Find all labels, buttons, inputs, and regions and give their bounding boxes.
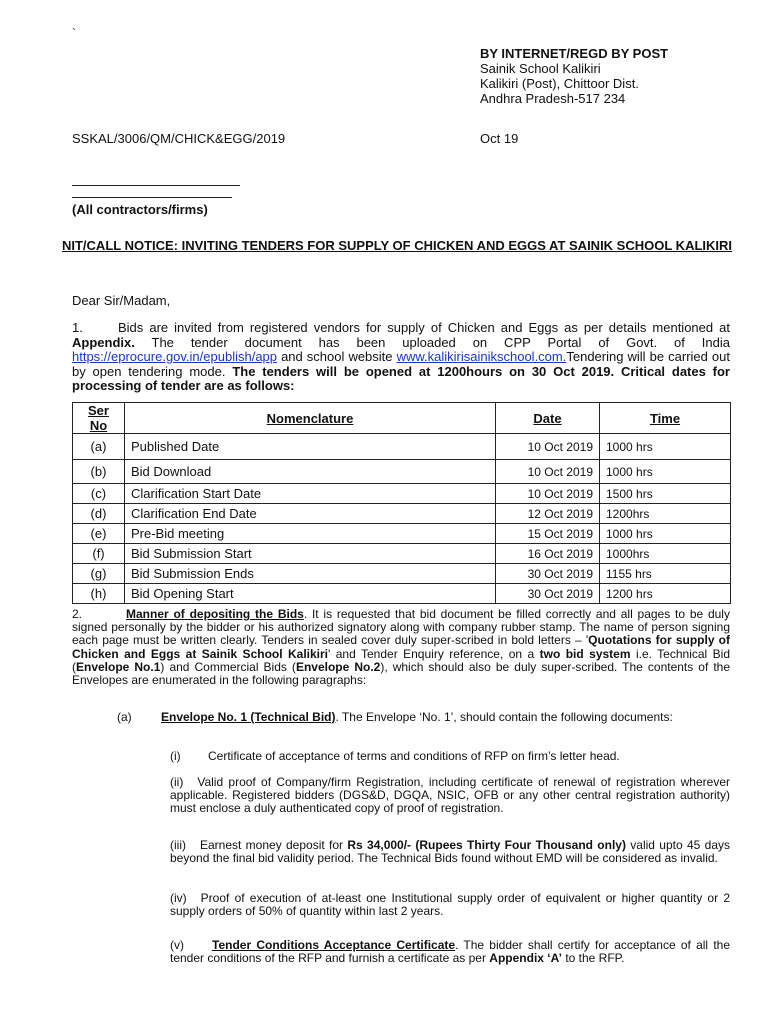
nomenclature: Bid Submission Start bbox=[125, 544, 496, 564]
item-number: (ii) bbox=[170, 775, 184, 789]
paragraph-2 bbox=[72, 608, 730, 687]
date: 30 Oct 2019 bbox=[496, 564, 600, 584]
column-header: Date bbox=[496, 403, 600, 434]
nomenclature: Bid Submission Ends bbox=[125, 564, 496, 584]
para-heading: Envelope No. 1 (Technical Bid) bbox=[161, 710, 336, 724]
critical-dates-table bbox=[72, 402, 731, 604]
time: 1200 hrs bbox=[600, 584, 731, 604]
dispatch-mode: BY INTERNET/REGD BY POST bbox=[480, 46, 669, 61]
date: 15 Oct 2019 bbox=[496, 524, 600, 544]
letter-date: Oct 19 bbox=[480, 131, 519, 146]
nomenclature: Published Date bbox=[125, 434, 496, 460]
para-text: ) and Commercial Bids ( bbox=[160, 659, 296, 674]
ser-no: (c) bbox=[73, 484, 125, 504]
bold-text: Quotations for supply of Chicken and Eggs at Sainik School Kalikiri bbox=[72, 633, 731, 661]
nomenclature: Clarification End Date bbox=[125, 504, 496, 524]
reference-number: SSKAL/3006/QM/CHICK&EGG/2019 bbox=[72, 131, 286, 146]
time: 1000 hrs bbox=[600, 434, 731, 460]
item-text: Valid proof of Company/firm Registration, including certificate of renewal of registration wherever applicable. Registered bidders (DGS&D, DGQA, NSIC, OFB or any other central registration authority) must enclose a duly authenticated copy of proof of registration. bbox=[170, 775, 730, 816]
nomenclature: Bid Download bbox=[125, 460, 496, 484]
bold-text: Rs 34,000/- (Rupees Thirty Four Thousand only) bbox=[347, 838, 626, 852]
ser-no: (h) bbox=[73, 584, 125, 604]
ser-no: (g) bbox=[73, 564, 125, 584]
item-text: Proof of execution of at-least one Institutional supply order of equivalent or higher quantity or 2 supply orders of 50% of quantity within last 2 years. bbox=[170, 891, 730, 919]
item-iv bbox=[170, 892, 730, 918]
item-number: (i) bbox=[170, 749, 181, 763]
para-text: and school website bbox=[277, 349, 397, 364]
ser-no: (f) bbox=[73, 544, 125, 564]
item-iii bbox=[170, 839, 730, 865]
para-number: 2. bbox=[72, 607, 83, 621]
time: 1000 hrs bbox=[600, 460, 731, 484]
para-text: i.e. Technical Bid ( bbox=[72, 646, 730, 674]
item-number: (iv) bbox=[170, 891, 187, 905]
item-v bbox=[170, 939, 730, 965]
bold-text: Appendix. bbox=[72, 334, 135, 350]
column-header: Time bbox=[600, 403, 731, 434]
addressee-blank-line bbox=[72, 185, 240, 186]
table-row bbox=[73, 524, 731, 544]
address-line: Andhra Pradesh-517 234 bbox=[480, 91, 626, 106]
para-number: (a) bbox=[117, 710, 132, 724]
item-text: valid upto 45 days beyond the final bid validity period. The Technical Bids found without EMD will be considered as invalid. bbox=[170, 838, 730, 866]
date: 10 Oct 2019 bbox=[496, 460, 600, 484]
para-text: . It is requested that bid document be filled correctly and all pages to be duly signed personally by the bidder or his authorized signatory along with company rubber stamp. The name of person signing each page must be written clearly. Tenders in sealed cover duly super-scribed in bold letters – ' bbox=[72, 607, 730, 648]
item-i bbox=[170, 750, 730, 763]
date: 10 Oct 2019 bbox=[496, 484, 600, 504]
nomenclature: Bid Opening Start bbox=[125, 584, 496, 604]
table-row bbox=[73, 484, 731, 504]
time: 1200hrs bbox=[600, 504, 731, 524]
bold-text: Envelope No.1 bbox=[76, 659, 161, 674]
notice-title: NIT/CALL NOTICE: INVITING TENDERS FOR SUPPLY OF CHICKEN AND EGGS AT SAINIK SCHOOL KALIKIRI bbox=[61, 238, 733, 253]
ser-no: (d) bbox=[73, 504, 125, 524]
para-text: The tender document has been uploaded on CPP Portal of Govt. of India bbox=[134, 334, 730, 350]
address-line: Sainik School Kalikiri bbox=[480, 61, 601, 76]
date: 10 Oct 2019 bbox=[496, 434, 600, 460]
item-text: Earnest money deposit for bbox=[200, 838, 348, 852]
para-number: 1. bbox=[72, 320, 83, 335]
date: 12 Oct 2019 bbox=[496, 504, 600, 524]
table-row bbox=[73, 504, 731, 524]
date: 30 Oct 2019 bbox=[496, 584, 600, 604]
item-ii bbox=[170, 776, 730, 816]
para-text: ' and Tender Enquiry reference, on a bbox=[328, 646, 540, 661]
para-heading: Manner of depositing the Bids bbox=[126, 607, 304, 621]
time: 1000hrs bbox=[600, 544, 731, 564]
item-text: to the RFP. bbox=[561, 951, 625, 966]
nomenclature: Pre-Bid meeting bbox=[125, 524, 496, 544]
time: 1155 hrs bbox=[600, 564, 731, 584]
nomenclature: Clarification Start Date bbox=[125, 484, 496, 504]
bold-text: Appendix ‘A’ bbox=[489, 951, 562, 966]
column-header: Ser No bbox=[73, 403, 125, 434]
item-text: Certificate of acceptance of terms and conditions of RFP on firm’s letter head. bbox=[208, 749, 620, 763]
bold-text: The tenders will be opened at 1200hours on 30 Oct 2019. Critical dates for processing of tender are as follows: bbox=[72, 363, 730, 393]
table-row bbox=[73, 460, 731, 484]
item-text: . The bidder shall certify for acceptance of all the tender conditions of the RFP and furnish a certificate as per bbox=[170, 938, 730, 966]
stray-mark: ` bbox=[72, 26, 76, 40]
addressee: (All contractors/firms) bbox=[72, 202, 208, 217]
table-row bbox=[73, 434, 731, 460]
table-row bbox=[73, 584, 731, 604]
school-website-link[interactable]: www.kalikirisainikschool.com. bbox=[396, 349, 567, 364]
bold-text: two bid system bbox=[539, 646, 631, 661]
cpp-portal-link[interactable]: https://eprocure.gov.in/epublish/app bbox=[72, 349, 278, 364]
time: 1000 hrs bbox=[600, 524, 731, 544]
address-line: Kalikiri (Post), Chittoor Dist. bbox=[480, 76, 639, 91]
item-heading: Tender Conditions Acceptance Certificate bbox=[212, 938, 456, 952]
para-text: Tendering will be carried out by open tendering mode. bbox=[72, 349, 730, 379]
paragraph-1 bbox=[72, 321, 730, 394]
para-text: ), which should also be duly super-scribed. The contents of the Envelopes are enumerated in the following paragraphs: bbox=[72, 659, 731, 688]
item-number: (iii) bbox=[170, 838, 186, 852]
table-row bbox=[73, 564, 731, 584]
ser-no: (e) bbox=[73, 524, 125, 544]
ser-no: (a) bbox=[73, 434, 125, 460]
addressee-blank-line bbox=[72, 197, 232, 198]
sender-address-block bbox=[480, 46, 668, 106]
sub-paragraph-a bbox=[117, 711, 730, 724]
column-header: Nomenclature bbox=[125, 403, 496, 434]
ser-no: (b) bbox=[73, 460, 125, 484]
bold-text: Envelope No.2 bbox=[295, 659, 381, 674]
para-text: . The Envelope ‘No. 1’, should contain the following documents: bbox=[335, 710, 673, 724]
table-header-row bbox=[73, 403, 731, 434]
salutation: Dear Sir/Madam, bbox=[72, 293, 171, 308]
item-number: (v) bbox=[170, 938, 184, 952]
time: 1500 hrs bbox=[600, 484, 731, 504]
para-text: Bids are invited from registered vendors for supply of Chicken and Eggs as per details mentioned at bbox=[118, 320, 730, 335]
date: 16 Oct 2019 bbox=[496, 544, 600, 564]
table-row bbox=[73, 544, 731, 564]
